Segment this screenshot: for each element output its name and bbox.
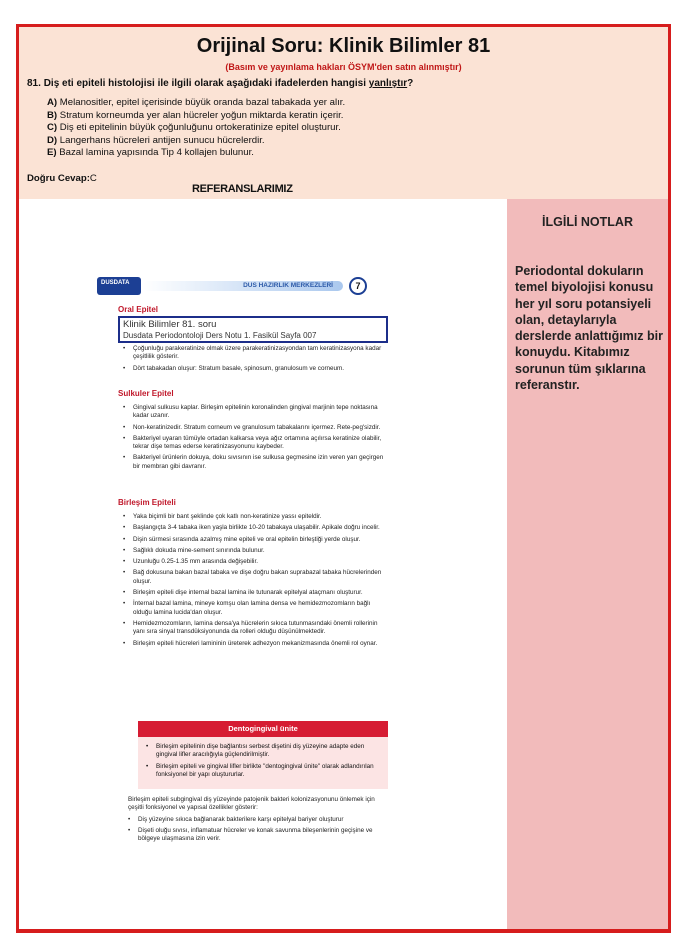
dentogingival-title: Dentogingival ünite [138,721,388,737]
correct-answer: Doğru Cevap:C [27,173,97,184]
references-title: REFERANSLARIMIZ [192,183,293,195]
list-item: • Bakteriyel uyaran tümüyle ortadan kalkarsa veya ağız ortamına açılırsa keratinize olabilir, tekrar dişe temas ederse keratinizasyonunu kaybeder. [123,435,388,452]
tail-paragraph: Birleşim epiteli subgingival diş yüzeyinde patojenik bakteri kolonizasyonunu önlemek için çeşitli fonksiyonel ve yapısal özellikler gösterir: • Diş yüzeyine sıkıca bağlanarak bakterilere karşı epitelyal bariyer oluşturur • Dişeti oluğu sıvısı, inflamatuar hücreler ve konak savunma bileşenlerinin geçişine ve bölgeye ulaşmasına izin verir. [128,796,388,846]
option-b: B) Stratum korneumda yer alan hücreler yoğun miktarda keratin içerir. [47,109,344,121]
list-item: • Hemidezmozomların, lamina densa'ya hücrelerin sıkıca tutunmasındaki önemli rollerinin yanı sıra sinyal transdüksiyonunda da rolleri olduğu düşünülmektedir. [123,620,388,637]
list-item: • Yaka biçimli bir bant şeklinde çok katlı non-keratinize yassı epiteldir. [123,513,388,521]
list-item: • Birleşim epiteli dişe internal bazal lamina ile tutunarak epitelyal ataçmanı oluşturur. [123,589,388,597]
page-title: Orijinal Soru: Klinik Bilimler 81 [196,35,491,57]
dusdata-logo: DUSDATA [97,277,141,295]
copyright-note: (Basım ve yayınlama hakları ÖSYM'den satın alınmıştır) [225,62,462,72]
dentogingival-box [138,721,388,789]
question-end: ? [407,78,414,89]
option-d: D) Langerhans hücreleri antijen sunucu hücrelerdir. [47,134,265,146]
list-item: • Sağlıklı dokuda mine-sement sınırında bulunur. [123,547,388,555]
sec-sulkuler-bullets [123,404,388,474]
bottom-rule [16,929,671,933]
sec-birlesim-title: Birleşim Epiteli [118,498,176,507]
question-text: Diş eti epiteli histolojisi ile ilgili olarak aşağıdaki ifadelerden hangisi [43,78,369,89]
reference-box: Klinik Bilimler 81. soru Dusdata Periodontoloji Ders Notu 1. Fasikül Sayfa 007 [118,316,388,343]
list-item: • Dişeti oluğu sıvısı, inflamatuar hücreler ve konak savunma bileşenlerinin geçişine ve bölgeye ulaşmasına izin verir. [128,827,388,844]
question-underlined: yanlıştır [368,78,408,89]
dentogingival-body [146,743,386,782]
sec-sulkuler-title: Sulkuler Epitel [118,389,174,398]
list-item: • Bağ dokusuna bakan bazal tabaka ve dişe doğru bakan suprabazal tabaka hücrelerinden oluşur. [123,569,388,586]
list-item: • Başlangıçta 3-4 tabaka iken yaşla birlikte 10-20 tabakaya ulaşabilir. Apikale doğru incelir. [123,524,388,532]
list-item: • Çoğunluğu parakeratinize olmak üzere parakeratinizasyondan tam keratinizasyona kadar çeşitlilik gösterir. [123,345,388,362]
book-page-number: 7 [349,277,367,295]
sec-oral-title: Oral Epitel [118,305,159,314]
list-item: • Uzunluğu 0.25-1.35 mm arasında değişebilir. [123,558,388,566]
sec-birlesim-bullets [123,513,388,651]
notes-body: Periodontal dokuların temel biyolojisi konusu her yıl soru potansiyeli olan, detaylarıyla derslerde anlattığımız bir konuydu. Kitabımız sorunun tüm şıklarına referanstır. [515,264,663,393]
question-panel [19,27,668,199]
option-c: C) Diş eti epitelinin büyük çoğunluğunu ortokeratinize epitel oluşturur. [47,122,341,134]
list-item: • Birleşim epiteli hücreleri lamininin üreterek adhezyon mekanizmasında önemli rol oynar. [123,640,388,648]
list-item: • Dört tabakadan oluşur: Stratum basale, spinosum, granulosum ve corneum. [123,365,388,373]
list-item: • İnternal bazal lamina, mineye komşu olan lamina densa ve hemidezmozomların bağlı olduğu lamina lucida'dan oluşur. [123,600,388,617]
book-header [93,276,393,298]
notes-title: İLGİLİ NOTLAR [542,215,633,229]
book-header-bar: DUS HAZIRLIK MERKEZLERİ [143,281,343,291]
list-item: • Gingival sulkusu kaplar. Birleşim epitelinin koronalinden gingival marjinin tepe noktasına kadar uzanır. [123,404,388,421]
list-item: • Birleşim epitelinin dişe bağlantısı serbest dişetini diş yüzeyine adapte eden gingival lifler aracılığıyla güçlendirilmiştir. [146,743,386,760]
list-item: • Diş yüzeyine sıkıca bağlanarak bakterilere karşı epitelyal bariyer oluşturur [128,816,388,824]
notes-panel [507,199,668,929]
list-item: • Non-keratinizedir. Stratum corneum ve granulosum tabakalarını içermez. Rete-peg'sizdir. [123,424,388,432]
options-list [47,97,345,160]
sec-oral-bullets [123,345,388,376]
question-number: 81. [27,78,41,89]
list-item: • Birleşim epiteli ve gingival lifler birlikte "dentogingival ünite" olarak adlandırılan fonksiyonel bir yapı oluştururlar. [146,763,386,780]
option-a: A) Melanositler, epitel içerisinde büyük oranda bazal tabakada yer alır. [47,97,346,108]
question-stem [27,78,413,89]
list-item: • Bakteriyel ürünlerin dokuya, doku sıvısının ise sulkusa geçmesine izin veren yarı geçirgen bir membran gibi davranır. [123,454,388,471]
list-item: • Dişin sürmesi sırasında azalmış mine epiteli ve oral epitelin birleştiği yerde oluşur. [123,536,388,544]
option-e: E) Bazal lamina yapısında Tip 4 kollajen bulunur. [47,147,254,159]
